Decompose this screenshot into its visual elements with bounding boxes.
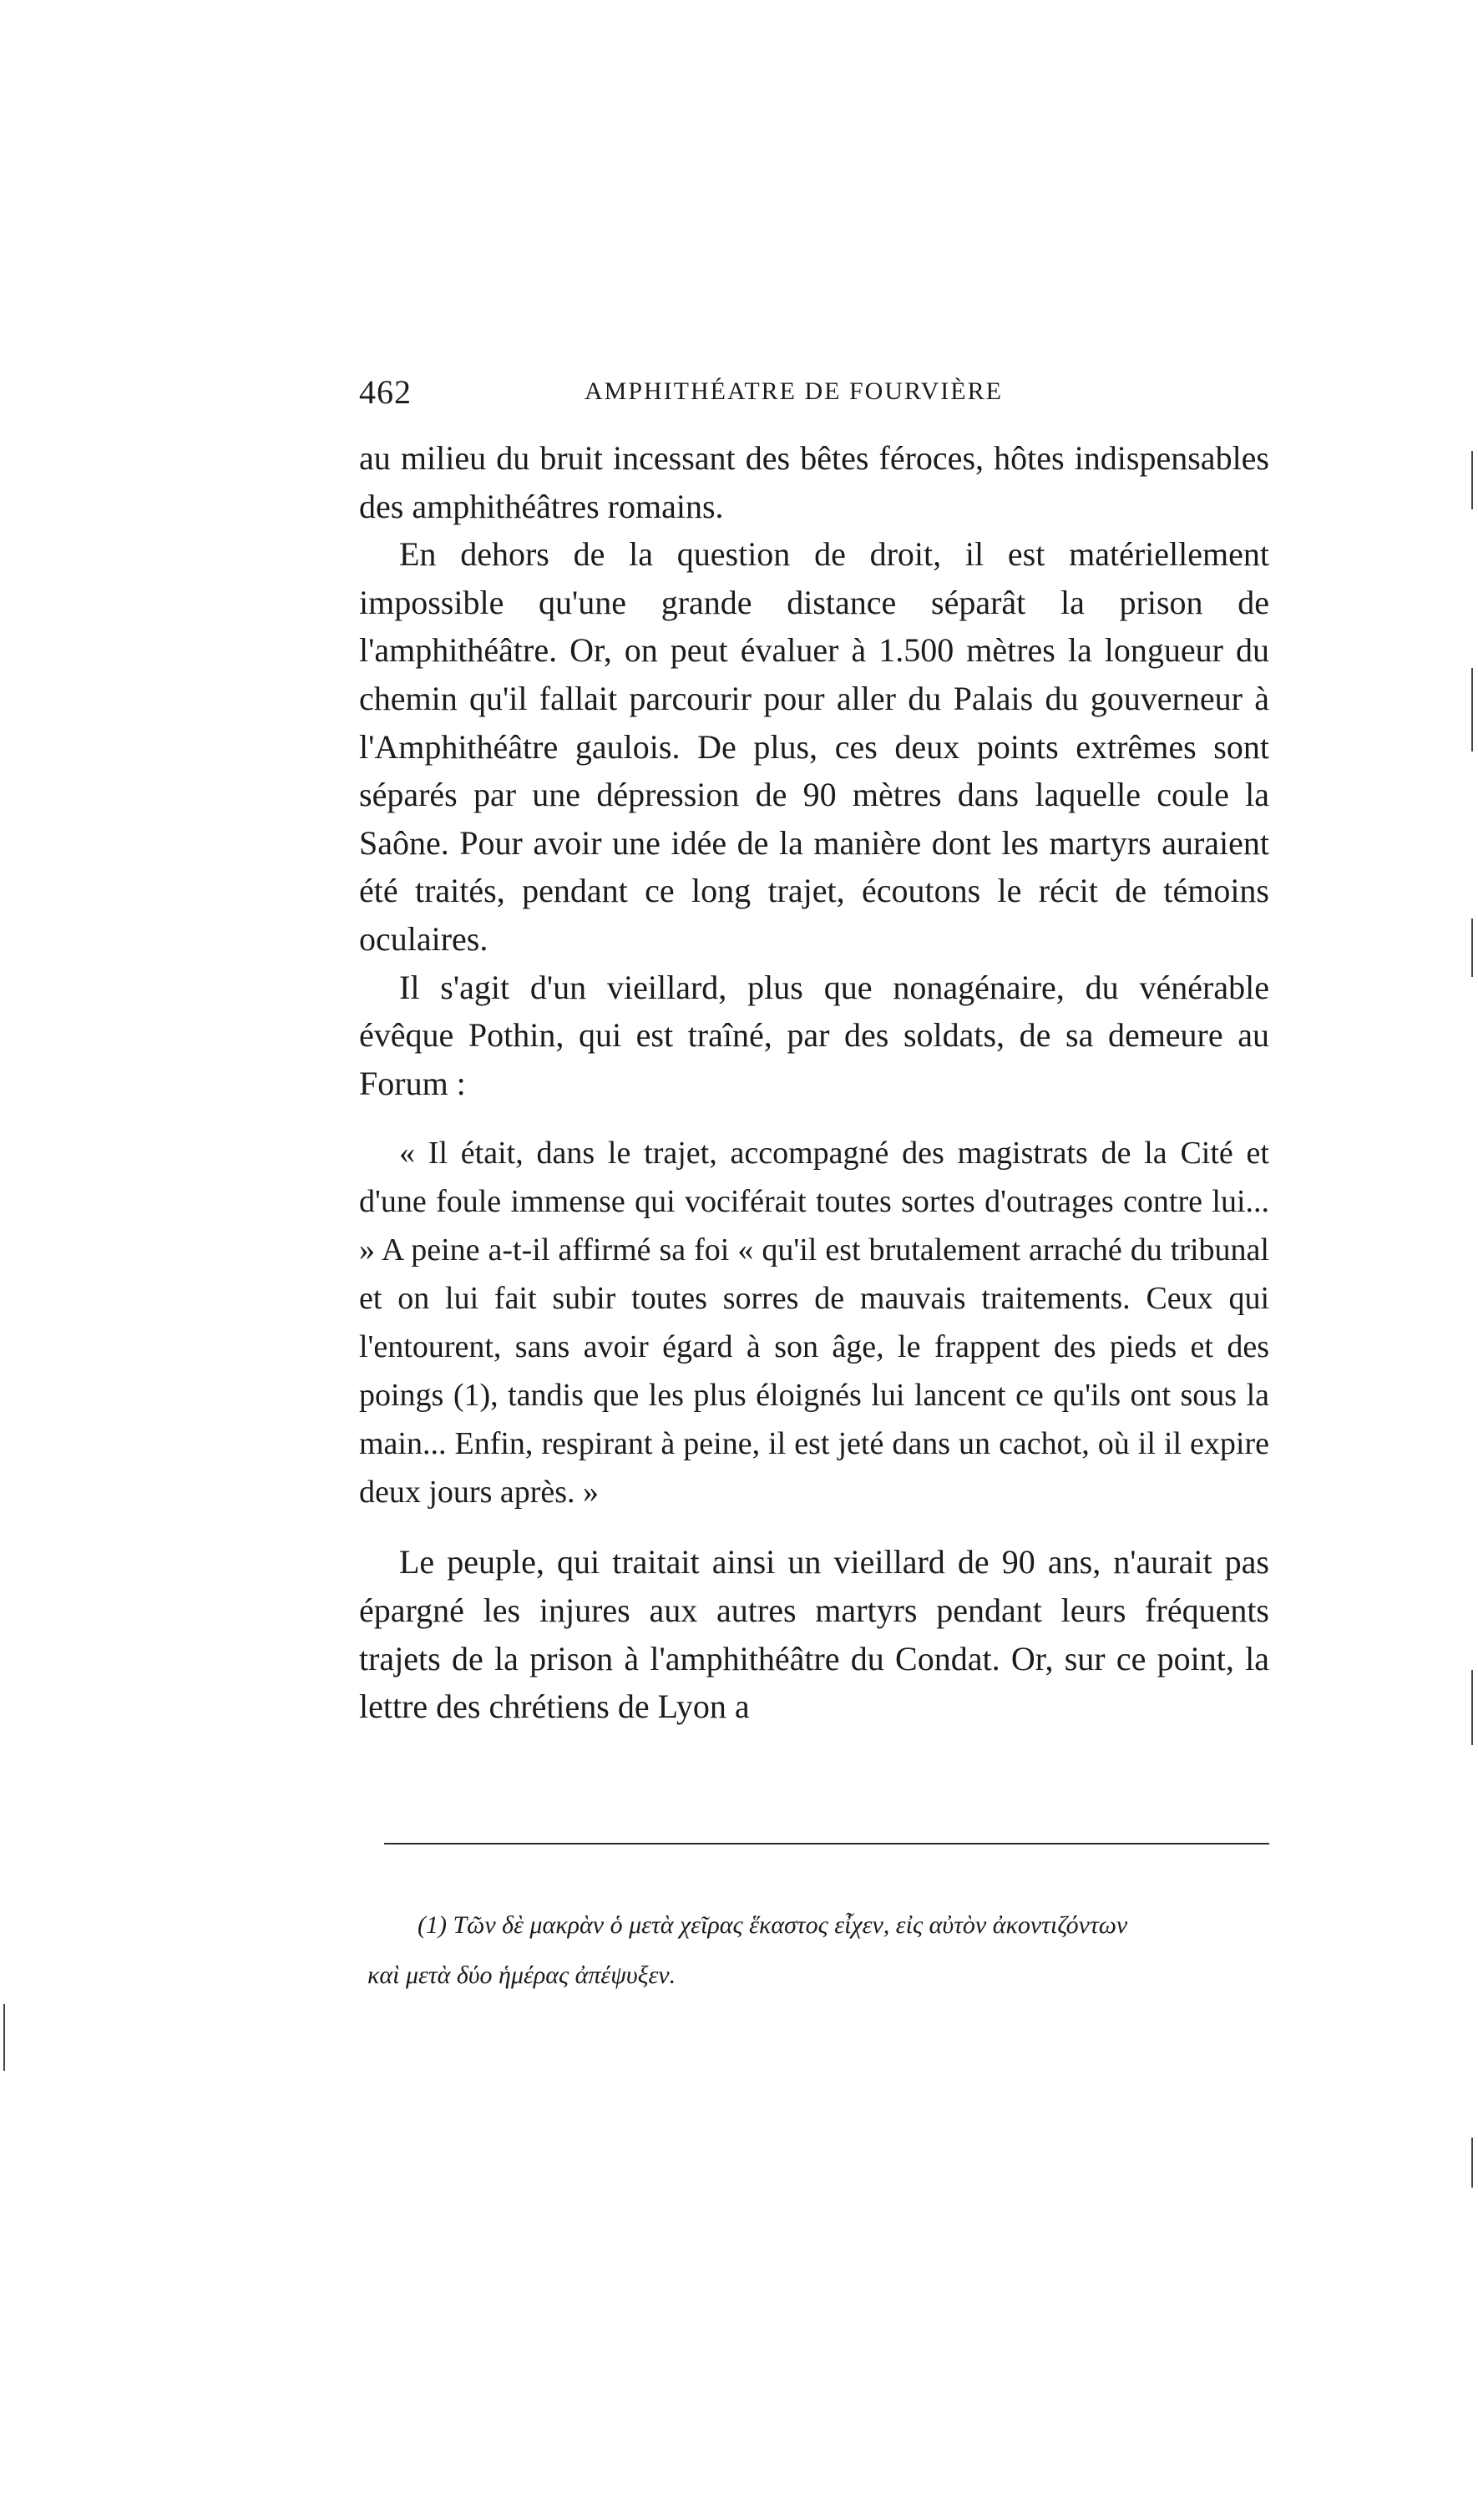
running-head: AMPHITHÉATRE DE FOURVIÈRE [585,377,1003,405]
paragraph: En dehors de la question de droit, il est matériellement impossible qu'une grande distance séparât la prison de l'amphithéâtre. Or, on peut évaluer à 1.500 mètres la longueur du chemin qu'il fallait parcourir pour aller du Palais du gouverneur à l'Amphithéâtre gaulois. De plus, ces deux points extrêmes sont séparés par une dépression de 90 mètres dans laquelle coule la Saône. Pour avoir une idée de la manière dont les martyrs auraient été traités, pendant ce long trajet, écoutons le récit de témoins oculaires. [359,535,1269,958]
page-header [359,367,1294,417]
margin-scan-mark [1471,918,1473,977]
paragraph: Le peuple, qui traitait ainsi un vieillard de 90 ans, n'aurait pas épargné les injures aux autres martyrs pendant leurs fréquents trajets de la prison à l'amphithéâtre du Condat. Or, sur ce point, la lettre des chrétiens de Lyon a [359,1543,1269,1726]
main-text [359,434,1269,1731]
margin-scan-mark [1471,1670,1473,1745]
footnote-divider [384,1843,1269,1844]
margin-scan-mark [1471,2138,1473,2188]
margin-scan-mark [3,2004,5,2071]
paragraph-continuation: au milieu du bruit incessant des bêtes féroces, hôtes indispensables des amphithéâtres romains. [359,439,1269,525]
block-quote: « Il était, dans le trajet, accompagné des magistrats de la Cité et d'une foule immense qui vociférait toutes sortes d'outrages contre lui... » A peine a-t-il affirmé sa foi « qu'il est brutalement arraché du tribunal et on lui fait subir toutes sorres de mauvais traitements. Ceux qui l'entourent, sans avoir égard à son âge, le frappent des pieds et des poings (1), tandis que les plus éloignés lui lancent ce qu'ils ont sous la main... Enfin, respirant à peine, il est jeté dans un cachot, où il il expire deux jours après. » [359,1136,1269,1510]
margin-scan-mark [1471,668,1473,751]
footnote-line: (1) Τῶν δὲ μακρὰν ὁ μετὰ χεῖρας ἕκαστος εἶχεν, εἰς αὐτὸν ἀκοντιζόντων [418,1911,1128,1939]
margin-scan-mark [1471,451,1473,509]
paragraph: Il s'agit d'un vieillard, plus que nonagénaire, du vénérable évêque Pothin, qui est traîné, par des soldats, de sa demeure au Forum : [359,968,1269,1102]
footnote-line: καὶ μετὰ δύο ἡμέρας ἀπέψυξεν. [367,1961,676,1989]
page-number: 462 [359,373,412,411]
footnote [367,1900,1286,2001]
